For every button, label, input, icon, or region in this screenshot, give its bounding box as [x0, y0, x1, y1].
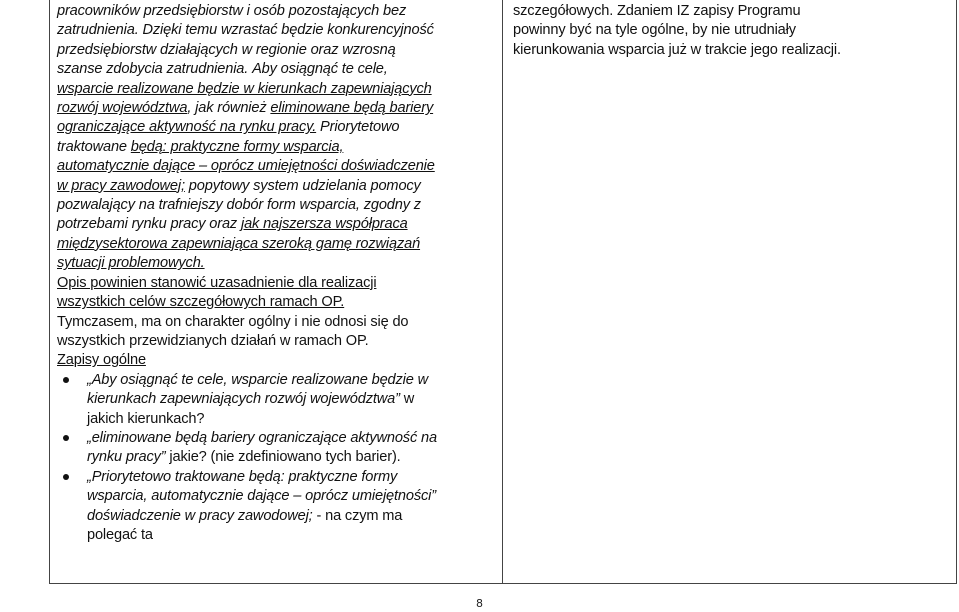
text-jak-rowniez: , jak również: [187, 100, 271, 117]
bullet-icon: [63, 377, 69, 383]
bullet-question: - na czym ma polegać ta: [87, 507, 403, 543]
page-number: 8: [476, 597, 483, 610]
text-intro-a: pracowników przedsiębiorstw i osób pozostających bez zatrudnienia. Dzięki temu wzrastać będzie konkurencyjność przedsiębiorstw działających w regionie oraz wzrosną szanse zdobycia zatrudnienia.: [57, 3, 434, 78]
bullet-question: jakie? (nie zdefiniowano tych barier).: [165, 449, 401, 466]
bullet-quote: „eliminowane będą bariery ograniczające aktywność na rynku pracy”: [87, 429, 437, 466]
paragraph-intro: [57, 2, 437, 274]
heading-zapisy-ogolne: Zapisy ogólne: [57, 352, 146, 369]
text-popytowy: popytowy system udzielania pomocy pozwalający na trafniejszy dobór form wsparcia, zgodny z potrzebami rynku pracy oraz: [57, 177, 421, 233]
bullet-question: w jakich kierunkach?: [87, 391, 415, 427]
list-item: [57, 371, 437, 429]
bullet-quote: „Aby osiągnąć te cele, wsparcie realizowane będzie w kierunkach zapewniających rozwój województwa”: [87, 371, 429, 408]
right-column: [513, 2, 843, 60]
paragraph-tymczasem: Tymczasem, ma on charakter ogólny i nie odnosi się do wszystkich przewidzianych działań w ramach OP.: [57, 313, 409, 349]
left-column: [57, 2, 437, 545]
bullet-quote: „Priorytetowo traktowane będą: praktyczne formy wsparcia, automatycznie dające – oprócz umiejętności: [87, 468, 432, 505]
bullet-quote-tail: ” doświadczenie w pracy zawodowej;: [87, 488, 436, 524]
list-item: [57, 429, 437, 468]
text-wsparcie: wsparcie realizowane będzie w kierunkach zapewniających rozwój województwa: [57, 80, 432, 117]
text-eliminowane: eliminowane będą bariery ograniczające aktywność na rynku pracy.: [57, 100, 434, 136]
bullet-icon: [63, 435, 69, 441]
column-divider: [502, 0, 503, 583]
right-paragraph: szczegółowych. Zdaniem IZ zapisy Programu powinny być na tyle ogólne, by nie utrudniały kierunkowania wsparcia już w trakcie jego realizacji.: [513, 3, 841, 58]
list-item: [57, 468, 437, 546]
text-wspolpraca: jak najszersza współpraca międzysektorowa zapewniająca szeroką gamę rozwiązań sytuacji problemowych.: [57, 216, 421, 272]
paragraph-opis: Opis powinien stanowić uzasadnienie dla realizacji wszystkich celów szczegółowych ramach OP.: [57, 274, 377, 311]
text-priorytetowo: Priorytetowo traktowane: [57, 119, 400, 155]
text-intro-b: Aby osiągnąć te cele,: [252, 61, 388, 78]
bullet-list: [57, 371, 437, 546]
bullet-icon: [63, 474, 69, 480]
text-beda: będą: praktyczne formy wsparcia, automatycznie dające – oprócz umiejętności doświadczenie w pracy zawodowej;: [57, 138, 435, 194]
